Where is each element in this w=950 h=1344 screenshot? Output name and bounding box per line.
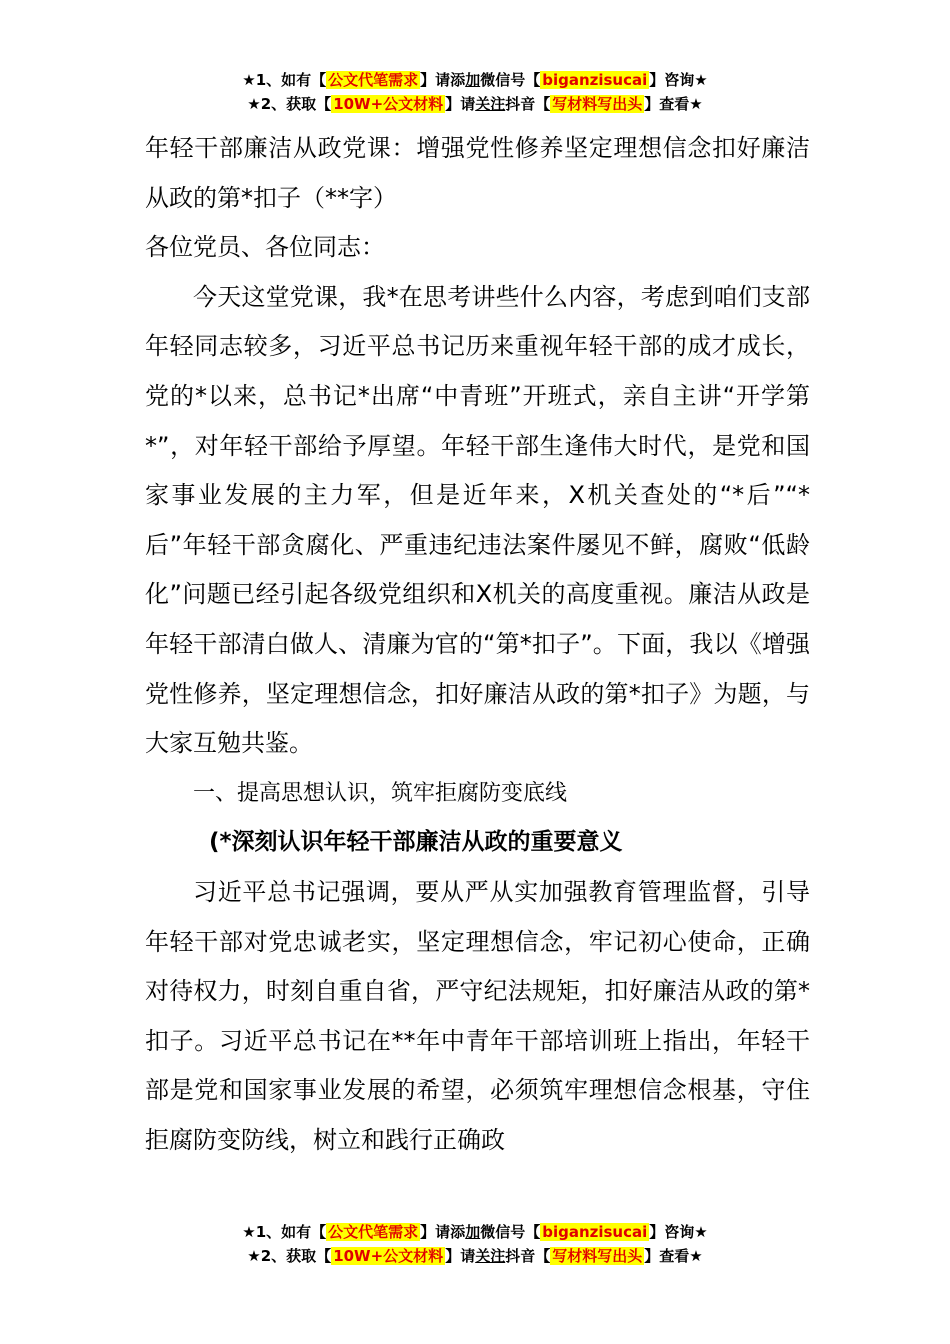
banner-text: ★2、获取【 bbox=[247, 95, 332, 113]
banner-text: 抖音【 bbox=[505, 1247, 551, 1265]
header-banner bbox=[0, 68, 950, 116]
banner-text: 】请 bbox=[445, 95, 476, 113]
banner-highlight: biganzisucai bbox=[542, 71, 648, 89]
banner-highlight: 写材料写出头 bbox=[552, 95, 643, 113]
banner-highlight: 公文代笔需求 bbox=[328, 1223, 419, 1241]
banner-line-2 bbox=[0, 1244, 950, 1268]
banner-text: 】请添 bbox=[420, 71, 466, 89]
subsection-heading: (*深刻认识年轻干部廉洁从政的重要意义 bbox=[209, 829, 623, 856]
banner-highlight: 10W+公文材料 bbox=[333, 95, 444, 113]
banner-highlight: biganzisucai bbox=[542, 1223, 648, 1241]
banner-line-1 bbox=[0, 1220, 950, 1244]
banner-text: 】请添 bbox=[420, 1223, 466, 1241]
salutation: 各位党员、各位同志： bbox=[145, 233, 385, 262]
banner-line-1 bbox=[0, 68, 950, 92]
section-heading: 一、提高思想认识，筑牢拒腐防变底线 bbox=[193, 780, 568, 806]
banner-text: ★1、如有【 bbox=[242, 71, 327, 89]
banner-highlight: 公文代笔需求 bbox=[328, 71, 419, 89]
intro-paragraph: 今天这堂党课，我*在思考讲些什么内容，考虑到咱们支部年轻同志较多，习近平总书记历来重视年轻干部的成才成长，党的*以来，总书记*出席“中青班”开班式，亲自主讲“开学第*”，对年轻干部给予厚望。年轻干部生逢伟大时代，是党和国家事业发展的主力军，但是近年来，X机关查处的“*后”“*后”年轻干部贪腐化、严重违纪违法案件屡见不鲜，腐败“低龄化”问题已经引起各级党组织和X机关的高度重视。廉洁从政是年轻干部清白做人、清廉为官的“第*扣子”。下面，我以《增强党性修养，坚定理想信念，扣好廉洁从政的第*扣子》为题，与大家互勉共鉴。 bbox=[145, 282, 810, 758]
banner-underlined-text: 加 bbox=[465, 71, 481, 89]
banner-underlined-text: 关注 bbox=[475, 95, 506, 113]
banner-text: ★1、如有【 bbox=[242, 1223, 327, 1241]
banner-text: 】咨询★ bbox=[649, 71, 708, 89]
banner-underlined-text: 关注 bbox=[475, 1247, 506, 1265]
banner-highlight: 10W+公文材料 bbox=[333, 1247, 444, 1265]
banner-text: 微信号【 bbox=[480, 1223, 541, 1241]
document-title: 年轻干部廉洁从政党课：增强党性修养坚定理想信念扣好廉洁从政的第*扣子（**字） bbox=[145, 134, 810, 212]
footer-banner bbox=[0, 1220, 950, 1268]
banner-text: 微信号【 bbox=[480, 71, 541, 89]
banner-text: 】查看★ bbox=[644, 1247, 703, 1265]
banner-highlight: 写材料写出头 bbox=[552, 1247, 643, 1265]
body-paragraph: 习近平总书记强调，要从严从实加强教育管理监督，引导年轻干部对党忠诚老实，坚定理想信念，牢记初心使命，正确对待权力，时刻自重自省，严守纪法规矩，扣好廉洁从政的第*扣子。习近平总书记在**年中青年干部培训班上指出，年轻干部是党和国家事业发展的希望，必须筑牢理想信念根基，守住拒腐防变防线，树立和践行正确政 bbox=[145, 877, 810, 1154]
document-body bbox=[145, 124, 810, 1165]
banner-text: 抖音【 bbox=[505, 95, 551, 113]
banner-text: 】咨询★ bbox=[649, 1223, 708, 1241]
banner-text: 】查看★ bbox=[644, 95, 703, 113]
banner-underlined-text: 加 bbox=[465, 1223, 481, 1241]
banner-line-2 bbox=[0, 92, 950, 116]
banner-text: 】请 bbox=[445, 1247, 476, 1265]
banner-text: ★2、获取【 bbox=[247, 1247, 332, 1265]
